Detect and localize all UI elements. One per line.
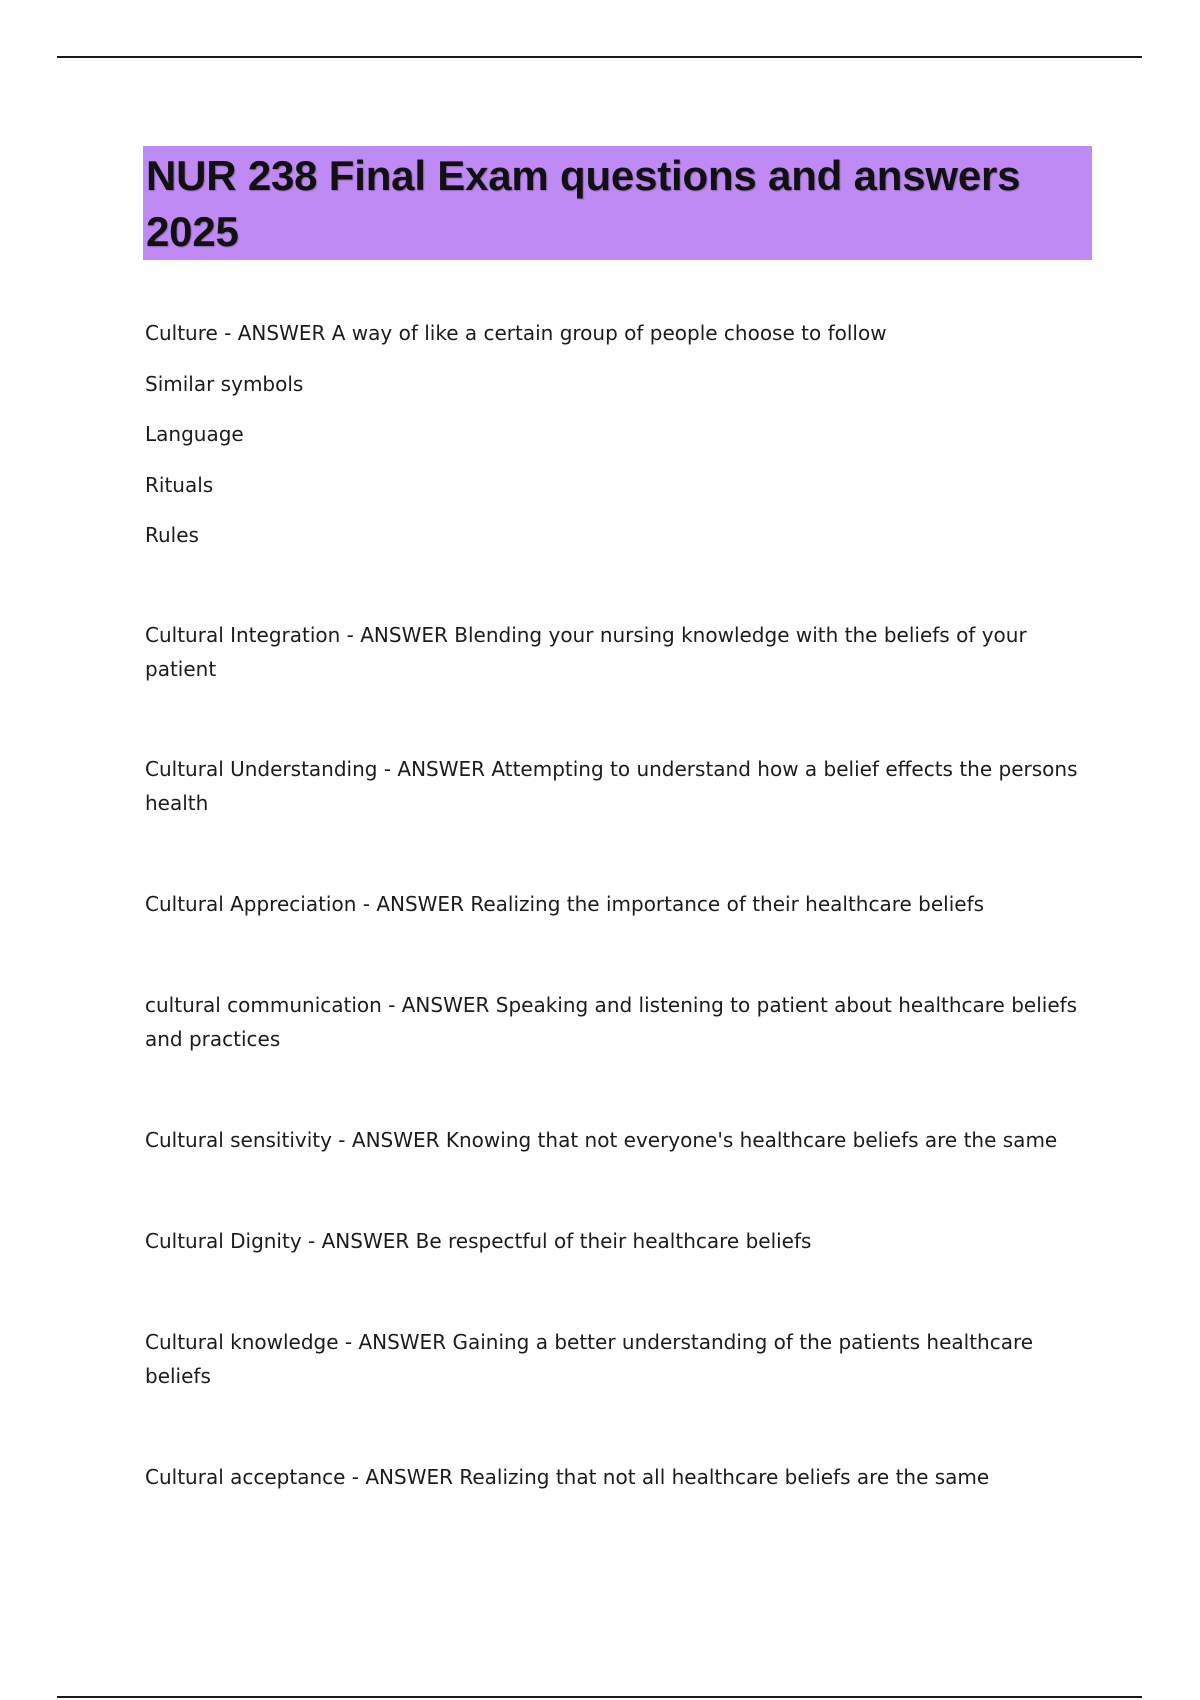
entry-line: Similar symbols xyxy=(145,371,304,396)
entry-culture xyxy=(145,316,1085,552)
entry-line: Rules xyxy=(145,523,199,547)
entry-line: Rituals xyxy=(145,472,214,497)
title-highlight xyxy=(143,146,1092,260)
entry-cultural-communication: cultural communication - ANSWER Speaking and listening to patient about healthcare beliefs and practices xyxy=(145,993,1084,1051)
top-rule xyxy=(57,56,1142,58)
bottom-rule xyxy=(57,1696,1142,1698)
page-title: NUR 238 Final Exam questions and answers 2025 xyxy=(146,152,1021,255)
entry-cultural-dignity: Cultural Dignity - ANSWER Be respectful of their healthcare beliefs xyxy=(145,1229,812,1253)
entry-cultural-integration: Cultural Integration - ANSWER Blending your nursing knowledge with the beliefs of your patient xyxy=(145,623,1034,681)
entry-line: Language xyxy=(145,422,244,446)
entry-cultural-acceptance: Cultural acceptance - ANSWER Realizing that not all healthcare beliefs are the same xyxy=(145,1465,990,1489)
entry-cultural-knowledge: Cultural knowledge - ANSWER Gaining a better understanding of the patients healthcare beliefs xyxy=(145,1330,1040,1388)
entry-cultural-understanding: Cultural Understanding - ANSWER Attempting to understand how a belief effects the persons health xyxy=(145,757,1084,815)
document-body xyxy=(145,316,1085,1494)
entry-cultural-sensitivity: Cultural sensitivity - ANSWER Knowing that not everyone's healthcare beliefs are the same xyxy=(145,1128,1058,1152)
entry-cultural-appreciation: Cultural Appreciation - ANSWER Realizing the importance of their healthcare beliefs xyxy=(145,892,985,916)
entry-line: Culture - ANSWER A way of like a certain group of people choose to follow xyxy=(145,321,887,345)
